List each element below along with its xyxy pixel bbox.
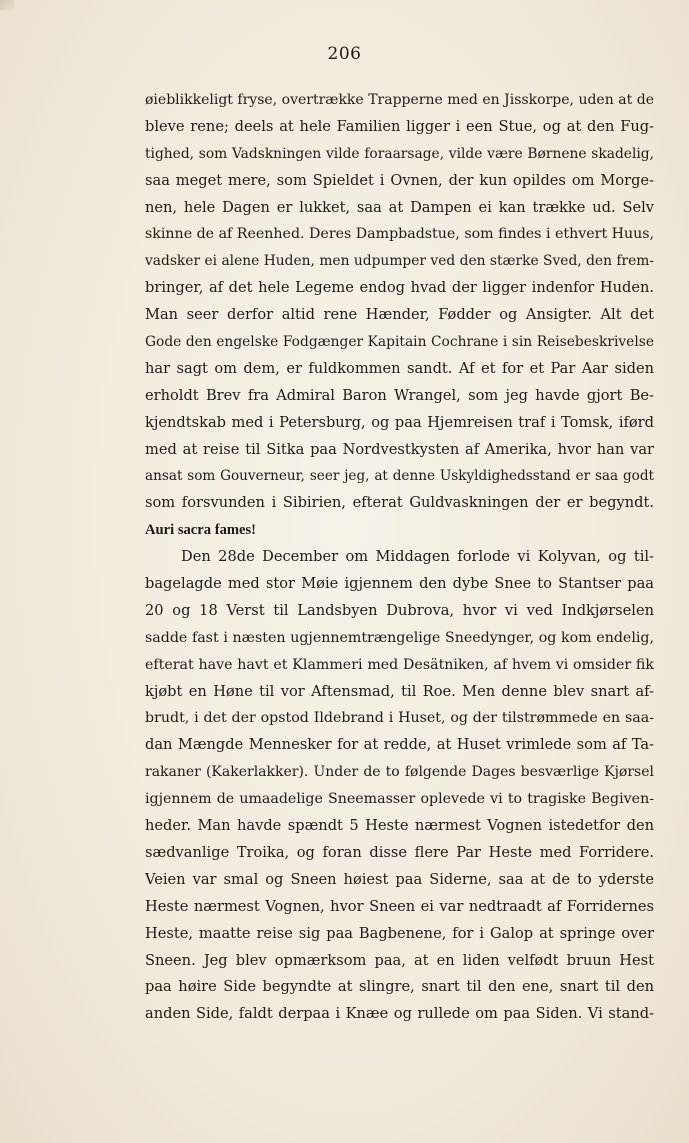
text-line: Man seer derfor altid rene Hænder, Fødder og Ansigter. Alt det bbox=[145, 306, 654, 324]
text-line: brudt, i det der opstod Ildebrand i Huset, og der tilstrømmede en saa- bbox=[145, 710, 654, 727]
text-line: Heste, maatte reise sig paa Bagbenene, for i Galop at springe over bbox=[145, 924, 654, 942]
page-number: 206 bbox=[327, 44, 362, 64]
text-line: Sneen. Jeg blev opmærksom paa, at en liden velfødt bruun Hest bbox=[145, 951, 654, 969]
text-line: erholdt Brev fra Admiral Baron Wrangel, som jeg havde gjort Be- bbox=[145, 386, 654, 404]
text-line: bagelagde med stor Møie igjennem den dybe Snee to Stantser paa bbox=[145, 575, 654, 593]
latin-quote-line: Auri sacra fames! bbox=[145, 522, 257, 539]
text-line: rakaner (Kakerlakker). Under de to følgende Dages besværlige Kjørsel bbox=[145, 764, 654, 781]
text-line: anden Side, faldt derpaa i Knæe og rullede om paa Siden. Vi stand- bbox=[145, 1005, 654, 1023]
text-line: dan Mængde Mennesker for at redde, at Huset vrimlede som af Ta- bbox=[145, 736, 654, 754]
text-line: øieblikkeligt fryse, overtrække Trapperne med en Jisskorpe, uden at de bbox=[145, 92, 654, 108]
text-line: med at reise til Sitka paa Nordvestkysten af Amerika, hvor han var bbox=[145, 440, 654, 458]
text-line: nen, hele Dagen er lukket, saa at Dampen ei kan trække ud. Selv bbox=[145, 198, 654, 216]
text-line: tighed, som Vadskningen vilde foraarsage, vilde være Børnene skadelig, bbox=[145, 145, 654, 162]
page-body-text bbox=[145, 87, 654, 1028]
text-line: sadde fast i næsten ugjennemtrængelige Sneedynger, og kom endelig, bbox=[145, 629, 654, 646]
text-line: skinne de af Reenhed. Deres Dampbadstue, som findes i ethvert Huus, bbox=[145, 226, 654, 243]
text-line: igjennem de umaadelige Sneemasser oplevede vi to tragiske Begiven- bbox=[145, 791, 654, 808]
text-line: saa meget mere, som Spieldet i Ovnen, der kun opildes om Morge- bbox=[145, 171, 654, 189]
page-corner bbox=[0, 0, 14, 10]
text-line: ansat som Gouverneur, seer jeg, at denne Uskyldighedsstand er saa godt bbox=[145, 468, 654, 485]
text-line: vadsker ei alene Huden, men udpumper ved den stærke Sved, den frem- bbox=[145, 253, 654, 270]
text-line: sædvanlige Troika, og foran disse flere Par Heste med Forridere. bbox=[145, 843, 654, 861]
text-line: bringer, af det hele Legeme endog hvad der ligger indenfor Huden. bbox=[145, 279, 654, 297]
text-line: Veien var smal og Sneen høiest paa Siderne, saa at de to yderste bbox=[145, 870, 654, 888]
text-line: kjøbt en Høne til vor Aftensmad, til Roe. Men denne blev snart af- bbox=[145, 682, 654, 700]
text-line: bleve rene; deels at hele Familien ligger i een Stue, og at den Fug- bbox=[145, 117, 654, 135]
text-line: heder. Man havde spændt 5 Heste nærmest Vognen istedetfor den bbox=[145, 817, 654, 835]
text-line: 20 og 18 Verst til Landsbyen Dubrova, hvor vi ved Indkjørselen bbox=[145, 601, 654, 619]
text-line: kjendtskab med i Petersburg, og paa Hjemreisen traf i Tomsk, iførd bbox=[145, 413, 654, 431]
text-line: paa høire Side begyndte at slingre, snart til den ene, snart til den bbox=[145, 978, 654, 996]
text-line: Heste nærmest Vognen, hvor Sneen ei var nedtraadt af Forridernes bbox=[145, 897, 654, 915]
text-line: efterat have havt et Klammeri med Desätniken, af hvem vi omsider fik bbox=[145, 656, 654, 673]
text-line: har sagt om dem, er fuldkommen sandt. Af et for et Par Aar siden bbox=[145, 359, 654, 377]
paragraph-first-line: Den 28de December om Middagen forlode vi Kolyvan, og til- bbox=[181, 548, 654, 566]
text-line: som forsvunden i Sibirien, efterat Guldvaskningen der er begyndt. bbox=[145, 494, 654, 512]
text-line: Gode den engelske Fodgænger Kapitain Cochrane i sin Reisebeskrivelse bbox=[145, 334, 654, 351]
